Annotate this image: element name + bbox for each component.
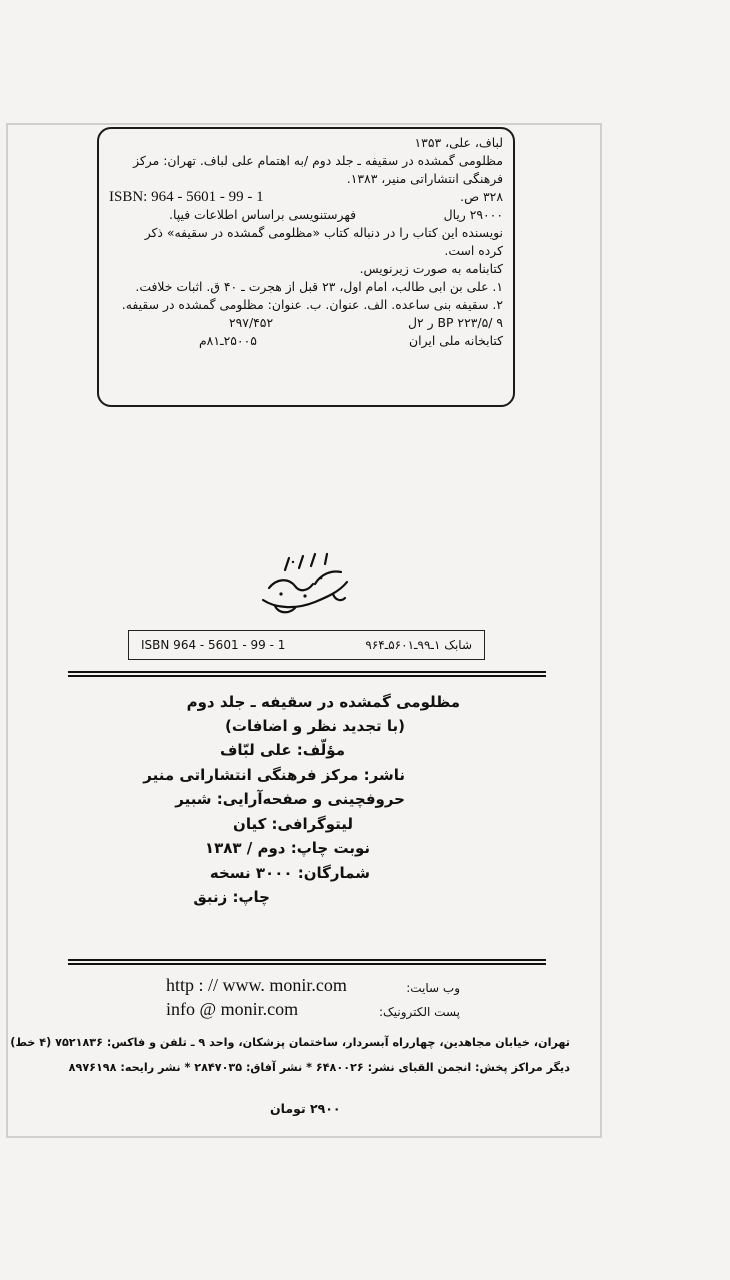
bottom-double-rule	[68, 959, 546, 965]
cip-pages-row	[109, 188, 503, 206]
book-subtitle: (با تجدید نظر و اضافات)	[225, 717, 405, 735]
top-double-rule	[68, 671, 546, 677]
cip-note-1: نویسنده این کتاب را در دنباله کتاب «مظلومی گمشده در سقیفه» ذکر	[144, 225, 503, 240]
cip-price: ۲۹۰۰۰ ریال	[443, 207, 503, 222]
cip-pages: ۳۲۸ ص.	[460, 189, 503, 204]
website-label: وب سایت:	[406, 981, 460, 995]
credit-typesetting: حروفچینی و صفحه‌آرایی: شبیر	[175, 790, 405, 808]
cip-isbn: ISBN: 964 - 5601 - 99 - 1	[109, 189, 264, 205]
distribution-centers: دیگر مراکز پخش: انجمن القبای نشر: ۶۴۸۰۰۲۶ * نشر آفاق: ۲۸۴۷۰۳۵ * نشر رایحه: ۸۹۷۶۱۹۸	[68, 1061, 570, 1074]
cip-library-number: ۲۵۰۰۵ـ۸۱م	[199, 333, 257, 348]
cip-classification-row	[109, 314, 503, 332]
cip-author: لباف، علی، ۱۳۵۳	[414, 135, 503, 150]
cip-publication: فرهنگی انتشاراتی منیر، ۱۳۸۳.	[346, 171, 503, 186]
cip-library: کتابخانه ملی ایران	[409, 333, 503, 348]
cip-fipa: فهرستنویسی براساس اطلاعات فیپا.	[169, 207, 357, 222]
book-title: مظلومی گمشده در سقیفه ـ جلد دوم	[186, 693, 460, 711]
cip-subject-1: ۱. علی بن ابی طالب، امام اول، ۲۳ قبل از هجرت ـ ۴۰ ق. اثبات خلافت.	[135, 279, 503, 294]
credit-author: مؤلّف: علی لبّاف	[220, 741, 345, 759]
isbn-english: ISBN 964 - 5601 - 99 - 1	[141, 638, 286, 652]
email-label: پست الکترونیک:	[378, 1005, 460, 1019]
email-link[interactable]: info @ monir.com	[166, 999, 299, 1019]
cip-bibliography: کتابنامه به صورت زیرنویس.	[359, 261, 503, 276]
cip-title: مظلومی گمشده در سقیفه ـ جلد دوم /به اهتمام علی لباف. تهران: مرکز	[133, 153, 503, 168]
publisher-address: تهران، خیابان مجاهدین، چهارراه آبسردار، ساختمان پزشکان، واحد ۹ ـ تلفن و فاکس: ۷۵۲۱۸۳۶ (۴ خط)	[10, 1036, 570, 1049]
cip-class-left: ۲۹۷/۴۵۲	[229, 315, 274, 330]
isbn-box	[128, 630, 485, 660]
credit-edition: نوبت چاپ: دوم / ۱۳۸۳	[204, 839, 370, 857]
credit-lithography: لیتوگرافی: کیان	[233, 814, 353, 833]
cip-class-right: BP ۲۲۳/۵/ ۹ ر ۲ل	[407, 315, 503, 330]
book-credits	[60, 690, 460, 910]
cip-price-row	[109, 206, 503, 224]
credit-circulation: شمارگان: ۳۰۰۰ نسخه	[209, 863, 370, 882]
contact-block	[160, 975, 460, 1021]
credit-printer: چاپ: زنبق	[193, 888, 270, 906]
cataloging-in-publication-box	[97, 127, 515, 407]
isbn-persian: شابک ۱ـ۹۹ـ۵۶۰۱ـ۹۶۴	[365, 638, 472, 652]
cip-subject-2: ۲. سقیفه بنی ساعده. الف. عنوان. ب. عنوان: مظلومی گمشده در سقیفه.	[121, 297, 503, 312]
credit-publisher: ناشر: مرکز فرهنگی انتشاراتی منیر	[143, 765, 405, 784]
cip-library-row	[109, 332, 503, 350]
website-link[interactable]: http : // www. monir.com	[166, 975, 347, 995]
book-price: ۲۹۰۰ تومان	[270, 1101, 341, 1116]
monir-logo-icon	[255, 548, 355, 618]
cip-note-2: کرده است.	[444, 243, 503, 258]
